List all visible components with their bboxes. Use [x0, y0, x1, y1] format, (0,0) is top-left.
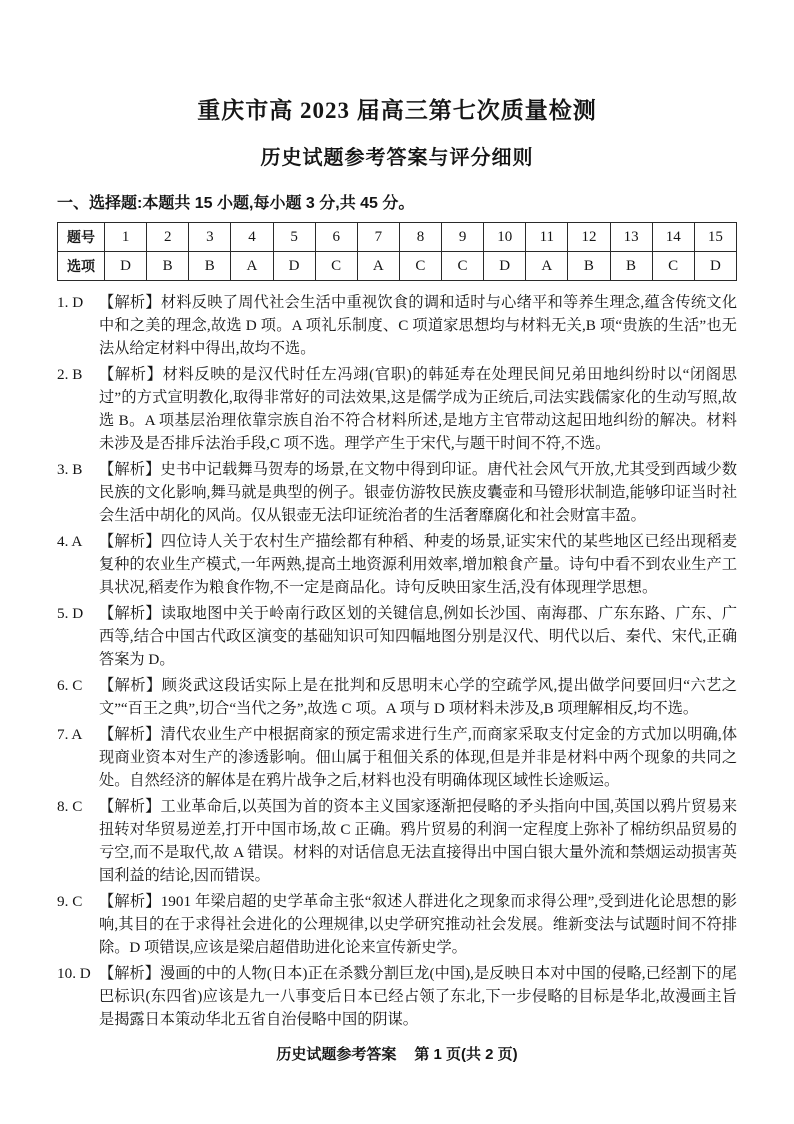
- question-answer-label: 2. B: [57, 366, 83, 383]
- row-header-option: 选项: [58, 252, 105, 281]
- question-number-cell: 4: [231, 223, 273, 252]
- question-number-cell: 7: [357, 223, 399, 252]
- explanation-text: 【解析】工业革命后,以英国为首的资本主义国家逐渐把侵略的矛头指向中国,英国以鸦片贸易来扭转对华贸易逆差,打开中国市场,故 C 正确。鸦片贸易的利润一定程度上弥补了棉纺织品贸易的亏空,而不是取代,故 A 错误。材料的对话信息无法直接得出中国白银大量外流和禁烟运动损害英国利益的结论,因而错误。: [99, 798, 737, 884]
- explanation-text: 【解析】史书中记载舞马贺寿的场景,在文物中得到印证。唐代社会风气开放,尤其受到西域少数民族的文化影响,舞马就是典型的例子。银壶仿游牧民族皮囊壶和马镫形状制造,能够印证当时社会生活中胡化的风尚。仅从银壶无法印证统治者的生活奢靡腐化和社会财富丰盈。: [99, 461, 737, 524]
- answer-cell: D: [105, 252, 147, 281]
- answer-cell: C: [399, 252, 441, 281]
- explanation-item: [57, 674, 737, 720]
- explanation-item: [57, 458, 737, 527]
- question-answer-label: 5. D: [57, 605, 84, 622]
- explanation-text: 【解析】读取地图中关于岭南行政区划的关键信息,例如长沙国、南海郡、广东东路、广东、广西等,结合中国古代政区演变的基础知识可知四幅地图分别是汉代、明代以后、秦代、宋代,正确答案为 D。: [99, 605, 737, 668]
- explanation-item: [57, 291, 737, 360]
- question-answer-label: 4. A: [57, 533, 83, 550]
- page-subtitle: 历史试题参考答案与评分细则: [260, 147, 534, 169]
- answer-table-row-numbers: [58, 223, 737, 252]
- explanation-item: [57, 363, 737, 455]
- explanation-text: 【解析】材料反映的是汉代时任左冯翊(官职)的韩延寿在处理民间兄弟田地纠纷时以“闭阁思过”的方式宣明教化,取得非常好的司法效果,这是儒学成为正统后,司法实践儒家化的生动写照,故选 B。A 项基层治理依靠宗族自治不符合材料所述,是地方主官带动这起田地纠纷的解决。材料未涉及是否排斥法治手段,C 项不选。理学产生于宋代,与题干时间不符,不选。: [99, 366, 737, 452]
- question-answer-label: 1. D: [57, 294, 84, 311]
- explanation-text: 【解析】漫画的中的人物(日本)正在杀戮分割巨龙(中国),是反映日本对中国的侵略,已经割下的尾巴标识(东四省)应该是九一八事变后日本已经占领了东北,下一步侵略的目标是华北,故漫画主旨是揭露日本策动华北五省自治侵略中国的阴谋。: [99, 965, 737, 1028]
- explanation-text: 【解析】四位诗人关于农村生产描绘都有种稻、种麦的场景,证实宋代的某些地区已经出现稻麦复种的农业生产模式,一年两熟,提高土地资源利用效率,增加粮食产量。诗句中看不到农业生产工具状况,稻麦作为粮食作物,不一定是商品化。诗句反映田家生活,没有体现理学思想。: [99, 533, 737, 596]
- answer-table-row-answers: [58, 252, 737, 281]
- explanation-item: [57, 602, 737, 671]
- question-answer-label: 10. D: [57, 965, 91, 982]
- explanations-list: [57, 291, 737, 1031]
- explanation-text: 【解析】清代农业生产中根据商家的预定需求进行生产,而商家采取支付定金的方式加以明确,体现商业资本对生产的渗透影响。佃山属于租佃关系的体现,但是并非是材料中两个现象的共同之处。自然经济的解体是在鸦片战争之后,材料也没有明确体现区域性长途贩运。: [99, 726, 737, 789]
- footer-page-number: 第 1 页(共 2 页): [414, 1046, 518, 1063]
- explanation-item: [57, 530, 737, 599]
- answer-cell: B: [147, 252, 189, 281]
- answer-cell: A: [231, 252, 273, 281]
- question-answer-label: 8. C: [57, 798, 83, 815]
- answer-table: [57, 222, 737, 281]
- section-heading: 一、选择题:本题共 15 小题,每小题 3 分,共 45 分。: [57, 195, 415, 212]
- answer-cell: D: [273, 252, 315, 281]
- question-number-cell: 11: [526, 223, 568, 252]
- question-number-cell: 5: [273, 223, 315, 252]
- explanation-item: [57, 795, 737, 887]
- question-number-cell: 9: [442, 223, 484, 252]
- answer-cell: C: [652, 252, 694, 281]
- explanation-text: 【解析】材料反映了周代社会生活中重视饮食的调和适时与心绪平和等养生理念,蕴含传统文化中和之美的理念,故选 D 项。A 项礼乐制度、C 项道家思想均与材料无关,B 项“贵族的生活”也无法从给定材料中得出,故均不选。: [99, 294, 737, 357]
- answer-cell: D: [484, 252, 526, 281]
- question-number-cell: 2: [147, 223, 189, 252]
- explanation-item: [57, 962, 737, 1031]
- page-title: 重庆市高 2023 届高三第七次质量检测: [197, 98, 597, 123]
- answer-cell: D: [694, 252, 736, 281]
- answer-cell: A: [357, 252, 399, 281]
- footer-document-title: 历史试题参考答案: [276, 1046, 397, 1063]
- question-number-cell: 12: [568, 223, 610, 252]
- question-number-cell: 13: [610, 223, 652, 252]
- answer-cell: A: [526, 252, 568, 281]
- explanation-item: [57, 723, 737, 792]
- answer-cell: B: [568, 252, 610, 281]
- answer-cell: C: [315, 252, 357, 281]
- question-answer-label: 9. C: [57, 893, 83, 910]
- question-number-cell: 3: [189, 223, 231, 252]
- question-answer-label: 3. B: [57, 461, 83, 478]
- question-number-cell: 14: [652, 223, 694, 252]
- question-number-cell: 1: [105, 223, 147, 252]
- answer-cell: C: [442, 252, 484, 281]
- question-answer-label: 7. A: [57, 726, 83, 743]
- question-number-cell: 15: [694, 223, 736, 252]
- answer-cell: B: [189, 252, 231, 281]
- question-number-cell: 6: [315, 223, 357, 252]
- answer-cell: B: [610, 252, 652, 281]
- question-number-cell: 10: [484, 223, 526, 252]
- question-answer-label: 6. C: [57, 677, 83, 694]
- page-footer: [57, 1043, 737, 1064]
- explanation-text: 【解析】1901 年梁启超的史学革命主张“叙述人群进化之现象而求得公理”,受到进化论思想的影响,其目的在于求得社会进化的公理规律,以史学研究推动社会发展。维新变法与试题时间不符排除。D 项错误,应该是梁启超借助进化论来宣传新史学。: [99, 893, 737, 956]
- explanation-item: [57, 890, 737, 959]
- explanation-text: 【解析】顾炎武这段话实际上是在批判和反思明末心学的空疏学风,提出做学问要回归“六艺之文”“百王之典”,切合“当代之务”,故选 C 项。A 项与 D 项材料未涉及,B 项理解相反,均不选。: [99, 677, 737, 717]
- question-number-cell: 8: [399, 223, 441, 252]
- row-header-question-number: 题号: [58, 223, 105, 252]
